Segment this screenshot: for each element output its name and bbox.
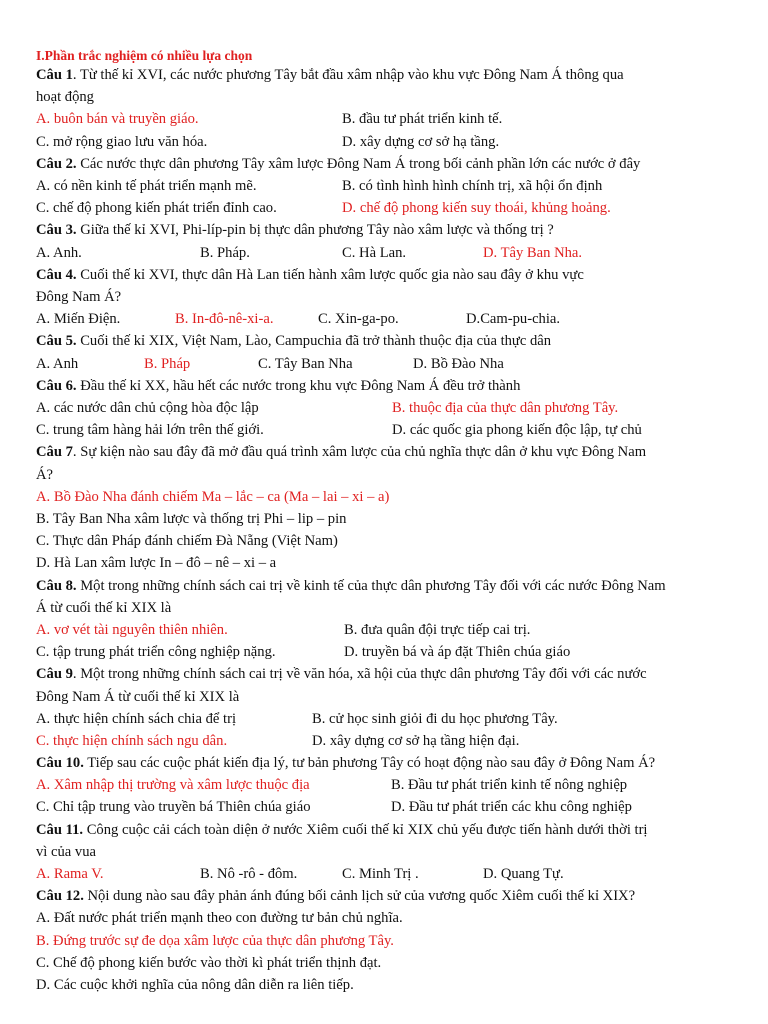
question-text-continued: vì của vua [36, 843, 96, 860]
question-separator: . [72, 444, 81, 461]
options-row [36, 796, 736, 818]
option-d[interactable]: D. Quang Tự. [483, 866, 564, 883]
options-row [36, 131, 736, 153]
option-d[interactable]: D. các quốc gia phong kiến độc lập, tự chủ [392, 422, 642, 439]
question-stem [36, 441, 736, 463]
question-text: Một trong những chính sách cai trị về văn hóa, xã hội của thực dân phương Tây đối với các nước [80, 666, 647, 683]
option-c[interactable]: C. Minh Trị . [342, 866, 419, 883]
question-number: Câu 10. [36, 755, 84, 772]
option-b[interactable]: B. cử học sinh giỏi đi du học phương Tây. [312, 710, 558, 727]
question-stem [36, 575, 736, 597]
question-6 [36, 375, 736, 442]
question-text: Từ thế kỉ XVI, các nước phương Tây bắt đầu xâm nhập vào khu vực Đông Nam Á thông qua [79, 67, 624, 83]
question-9 [36, 663, 736, 752]
question-text: Đầu thế kỉ XX, hầu hết các nước trong khu vực Đông Nam Á đều trở thành [80, 377, 521, 394]
question-number: Câu 2. [36, 155, 77, 172]
options-row [36, 774, 736, 796]
question-11 [36, 819, 736, 886]
option-a[interactable]: A. Rama V. [36, 866, 104, 883]
option-d[interactable]: D. Tây Ban Nha. [483, 244, 583, 261]
option-a[interactable]: A. thực hiện chính sách chia để trị [36, 710, 236, 727]
question-number: Câu 6. [36, 377, 77, 394]
question-number: Câu 8. [36, 577, 77, 594]
options-row [36, 242, 736, 264]
question-number: Câu 7 [36, 444, 73, 461]
option-d[interactable]: D. Các cuộc khởi nghĩa của nông dân diễn ra liên tiếp. [36, 977, 354, 994]
option-a[interactable]: A. Xâm nhập thị trường và xâm lược thuộc địa [36, 777, 310, 794]
option-c[interactable]: C. Xin-ga-po. [318, 311, 399, 328]
question-text-continued: Á? [36, 466, 54, 483]
option-c[interactable]: C. trung tâm hàng hải lớn trên thế giới. [36, 422, 264, 439]
option-d[interactable]: D. xây dựng cơ sở hạ tầng hiện đại. [312, 732, 520, 749]
question-number: Câu 9 [36, 666, 73, 683]
question-stem [36, 264, 736, 286]
option-b[interactable]: B. Pháp. [200, 244, 250, 261]
option-b[interactable]: B. có tình hình hình chính trị, xã hội ổn định [342, 177, 603, 194]
option-a[interactable]: A. Bồ Đào Nha đánh chiếm Ma – lắc – ca (Ma – lai – xi – a) [36, 488, 390, 505]
options-row [36, 730, 736, 752]
question-stem [36, 819, 736, 841]
option-c[interactable]: C. Chế độ phong kiến bước vào thời kì phát triển thịnh đạt. [36, 954, 382, 971]
option-b[interactable]: B. Pháp [144, 355, 191, 372]
question-4 [36, 264, 736, 331]
question-stem [36, 663, 736, 685]
option-d[interactable]: D. xây dựng cơ sở hạ tầng. [342, 133, 500, 150]
question-number: Câu 3. [36, 222, 77, 239]
option-a[interactable]: A. có nền kinh tế phát triển mạnh mẽ. [36, 177, 257, 194]
question-number: Câu 4. [36, 266, 77, 283]
option-b[interactable]: B. thuộc địa của thực dân phương Tây. [392, 399, 619, 416]
option-c[interactable]: C. thực hiện chính sách ngu dân. [36, 732, 228, 749]
option-d[interactable]: D. chế độ phong kiến suy thoái, khủng hoảng. [342, 200, 611, 217]
option-a[interactable]: A. Anh [36, 355, 79, 372]
question-text-continued: Đông Nam Á? [36, 288, 122, 305]
option-a[interactable]: A. Anh. [36, 244, 82, 261]
question-number: Câu 11. [36, 821, 84, 838]
option-b[interactable]: B. đầu tư phát triển kinh tế. [342, 111, 503, 128]
question-text: Cuối thế kỉ XVI, thực dân Hà Lan tiến hành xâm lược quốc gia nào sau đây ở khu vực [80, 266, 584, 283]
question-stem [36, 375, 736, 397]
option-d[interactable]: D. truyền bá và áp đặt Thiên chúa giáo [344, 644, 571, 661]
option-d[interactable]: D. Đầu tư phát triển các khu công nghiệp [391, 799, 632, 816]
option-a[interactable]: A. Miến Điện. [36, 311, 121, 328]
question-number: Câu 1 [36, 67, 73, 83]
option-b[interactable]: B. đưa quân đội trực tiếp cai trị. [344, 621, 531, 638]
options-row [36, 197, 736, 219]
options-row [36, 641, 736, 663]
question-separator: . [72, 666, 81, 683]
question-5 [36, 330, 736, 374]
question-text: Công cuộc cải cách toàn diện ở nước Xiêm cuối thế kỉ XIX chủ yếu được tiến hành dưới thời trị [86, 821, 648, 838]
question-text: Tiếp sau các cuộc phát kiến địa lý, tư bản phương Tây có hoạt động nào sau đây ở Đông Nam Á? [87, 755, 656, 772]
question-number: Câu 5. [36, 333, 77, 350]
option-d[interactable]: D.Cam-pu-chia. [466, 311, 561, 328]
option-a[interactable]: A. vơ vét tài nguyên thiên nhiên. [36, 621, 228, 638]
option-a[interactable]: A. các nước dân chủ cộng hòa độc lập [36, 399, 259, 416]
options-row [36, 175, 736, 197]
options-row [36, 353, 736, 375]
section-title: I.Phần trắc nghiệm có nhiều lựa chọn [36, 48, 253, 63]
question-3 [36, 219, 736, 263]
question-stem [36, 885, 736, 907]
option-c[interactable]: C. chế độ phong kiến phát triển đỉnh cao. [36, 200, 277, 217]
option-a[interactable]: A. Đất nước phát triển mạnh theo con đường tư bản chủ nghĩa. [36, 910, 403, 927]
option-c[interactable]: C. Tây Ban Nha [258, 355, 353, 372]
question-list [36, 64, 736, 996]
question-separator: . [72, 67, 80, 83]
option-c[interactable]: C. Thực dân Pháp đánh chiếm Đà Nẵng (Việt Nam) [36, 533, 338, 550]
question-stem [36, 153, 736, 175]
options-row [36, 419, 736, 441]
question-stem [36, 219, 736, 241]
question-text: Các nước thực dân phương Tây xâm lược Đông Nam Á trong bối cảnh phần lớn các nước ở đây [80, 155, 641, 172]
question-1 [36, 64, 736, 153]
question-stem [36, 330, 736, 352]
option-b[interactable]: B. Nô -rô - đôm. [200, 866, 298, 883]
options-row [36, 619, 736, 641]
question-12 [36, 885, 736, 996]
question-8 [36, 575, 736, 664]
question-text: Một trong những chính sách cai trị về kinh tế của thực dân phương Tây đối với các nước Đông Nam [80, 577, 666, 594]
option-b[interactable]: B. Tây Ban Nha xâm lược và thống trị Phi – lip – pin [36, 510, 347, 527]
question-7 [36, 441, 736, 574]
question-10 [36, 752, 736, 819]
question-text: Nội dung nào sau đây phản ánh đúng bối cảnh lịch sử của vương quốc Xiêm cuối thế kỉ XIX? [87, 888, 636, 905]
option-b[interactable]: B. In-đô-nê-xi-a. [175, 311, 274, 328]
option-d[interactable]: D. Bồ Đào Nha [413, 355, 504, 372]
options-row [36, 708, 736, 730]
option-d[interactable]: D. Hà Lan xâm lược In – đô – nê – xi – a [36, 555, 277, 572]
option-b[interactable]: B. Đứng trước sự đe dọa xâm lược của thực dân phương Tây. [36, 932, 394, 949]
option-c[interactable]: C. Chỉ tập trung vào truyền bá Thiên chúa giáo [36, 799, 311, 816]
question-text-continued: Đông Nam Á từ cuối thế kỉ XIX là [36, 688, 240, 705]
question-text: Giữa thế kỉ XVI, Phi-líp-pin bị thực dân phương Tây nào xâm lược và thống trị ? [80, 222, 554, 239]
worksheet [36, 48, 736, 996]
question-text: Cuối thế kỉ XIX, Việt Nam, Lào, Campuchia đã trở thành thuộc địa của thực dân [80, 333, 552, 350]
options-row [36, 308, 736, 330]
question-text: Sự kiện nào sau đây đã mở đầu quá trình xâm lược của chủ nghĩa thực dân ở khu vực Đông Nam [80, 444, 647, 461]
option-c[interactable]: C. tập trung phát triển công nghiệp nặng. [36, 644, 276, 661]
question-number: Câu 12. [36, 888, 84, 905]
question-stem [36, 752, 736, 774]
options-row [36, 863, 736, 885]
option-c[interactable]: C. mở rộng giao lưu văn hóa. [36, 133, 208, 150]
options-row [36, 397, 736, 419]
option-a[interactable]: A. buôn bán và truyền giáo. [36, 111, 199, 128]
question-2 [36, 153, 736, 220]
options-row [36, 108, 736, 130]
question-text-continued: Á từ cuối thế kỉ XIX là [36, 599, 172, 616]
question-text-continued: hoạt động [36, 89, 94, 106]
option-c[interactable]: C. Hà Lan. [342, 244, 407, 261]
option-b[interactable]: B. Đầu tư phát triển kinh tế nông nghiệp [391, 777, 628, 794]
question-stem [36, 64, 736, 86]
